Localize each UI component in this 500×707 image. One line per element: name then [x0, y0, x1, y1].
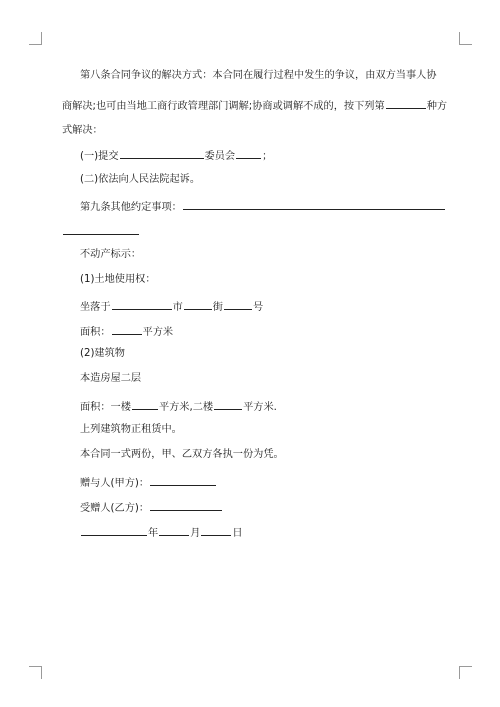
land-use-right: (1)土地使用权： [80, 274, 156, 285]
crop-mark-bottom-left [29, 666, 42, 679]
option1-prefix: (一)提交 [80, 151, 119, 162]
first-floor-blank [132, 398, 158, 410]
month-blank [159, 524, 189, 536]
land-area-blank [112, 323, 142, 335]
land-area-unit: 平方米 [142, 327, 174, 338]
donee-line [80, 499, 223, 516]
option1-middle: 委员会 [204, 151, 236, 162]
month-label: 月 [190, 528, 201, 539]
location-prefix: 坐落于 [80, 302, 111, 313]
property-title: 不动产标示： [80, 249, 142, 260]
article9-line [80, 198, 446, 215]
street-label: 街 [212, 302, 223, 313]
crop-mark-bottom-right [459, 666, 472, 679]
year-label: 年 [148, 528, 159, 539]
article9-label: 第九条其他约定事项： [80, 202, 182, 213]
floor-area-prefix: 面积：一楼 [80, 402, 131, 413]
floor-area-end: 平方米. [243, 402, 277, 413]
other-matters-blank-2 [63, 223, 139, 235]
number-label: 号 [252, 302, 264, 313]
copies-line: 本合同一式两份，甲、乙双方各执一份为凭。 [80, 449, 284, 460]
article8-line2-text: 商解决;也可由当地工商行政管理部门调解;协商或调解不成的，按下列第 [62, 101, 385, 112]
option2-line: (二)依法向人民法院起诉。 [80, 174, 201, 185]
year-blank [81, 524, 147, 536]
option1-line [80, 147, 272, 164]
dispute-option-blank [386, 97, 426, 109]
building-desc: 本造房屋二层 [80, 373, 142, 384]
land-area-line [80, 323, 173, 340]
location-line [80, 298, 263, 315]
commission-suffix-blank [236, 147, 261, 159]
city-label: 市 [172, 302, 183, 313]
second-floor-blank [214, 398, 242, 410]
land-area-prefix: 面积： [80, 327, 111, 338]
donee-blank [150, 499, 222, 511]
floor-area-mid: 平方米,二楼 [158, 402, 214, 413]
date-line [80, 524, 243, 541]
option1-suffix: ； [262, 151, 273, 162]
lease-status: 上列建筑物正租赁中。 [80, 424, 182, 435]
day-label: 日 [232, 528, 243, 539]
arbitration-commission-blank [120, 147, 204, 159]
other-matters-blank [183, 198, 445, 210]
city-blank [112, 298, 172, 310]
number-blank [224, 298, 252, 310]
donor-label: 赠与人(甲方)： [80, 478, 150, 489]
article8-line3: 式解决： [62, 125, 103, 136]
article8-line1: 第八条合同争议的解决方式：本合同在履行过程中发生的争议，由双方当事人协 [80, 70, 437, 81]
donee-label: 受赠人(乙方)： [80, 503, 150, 514]
crop-mark-top-left [29, 32, 42, 45]
article8-line2 [62, 97, 447, 114]
article9-continuation [62, 223, 140, 240]
crop-mark-top-right [459, 32, 472, 45]
floor-area-line [80, 398, 277, 415]
building-label: (2)建筑物 [80, 348, 125, 359]
day-blank [201, 524, 231, 536]
street-blank [184, 298, 212, 310]
article8-line2-end: 种方 [426, 101, 448, 112]
donor-line [80, 474, 217, 491]
donor-blank [150, 474, 216, 486]
